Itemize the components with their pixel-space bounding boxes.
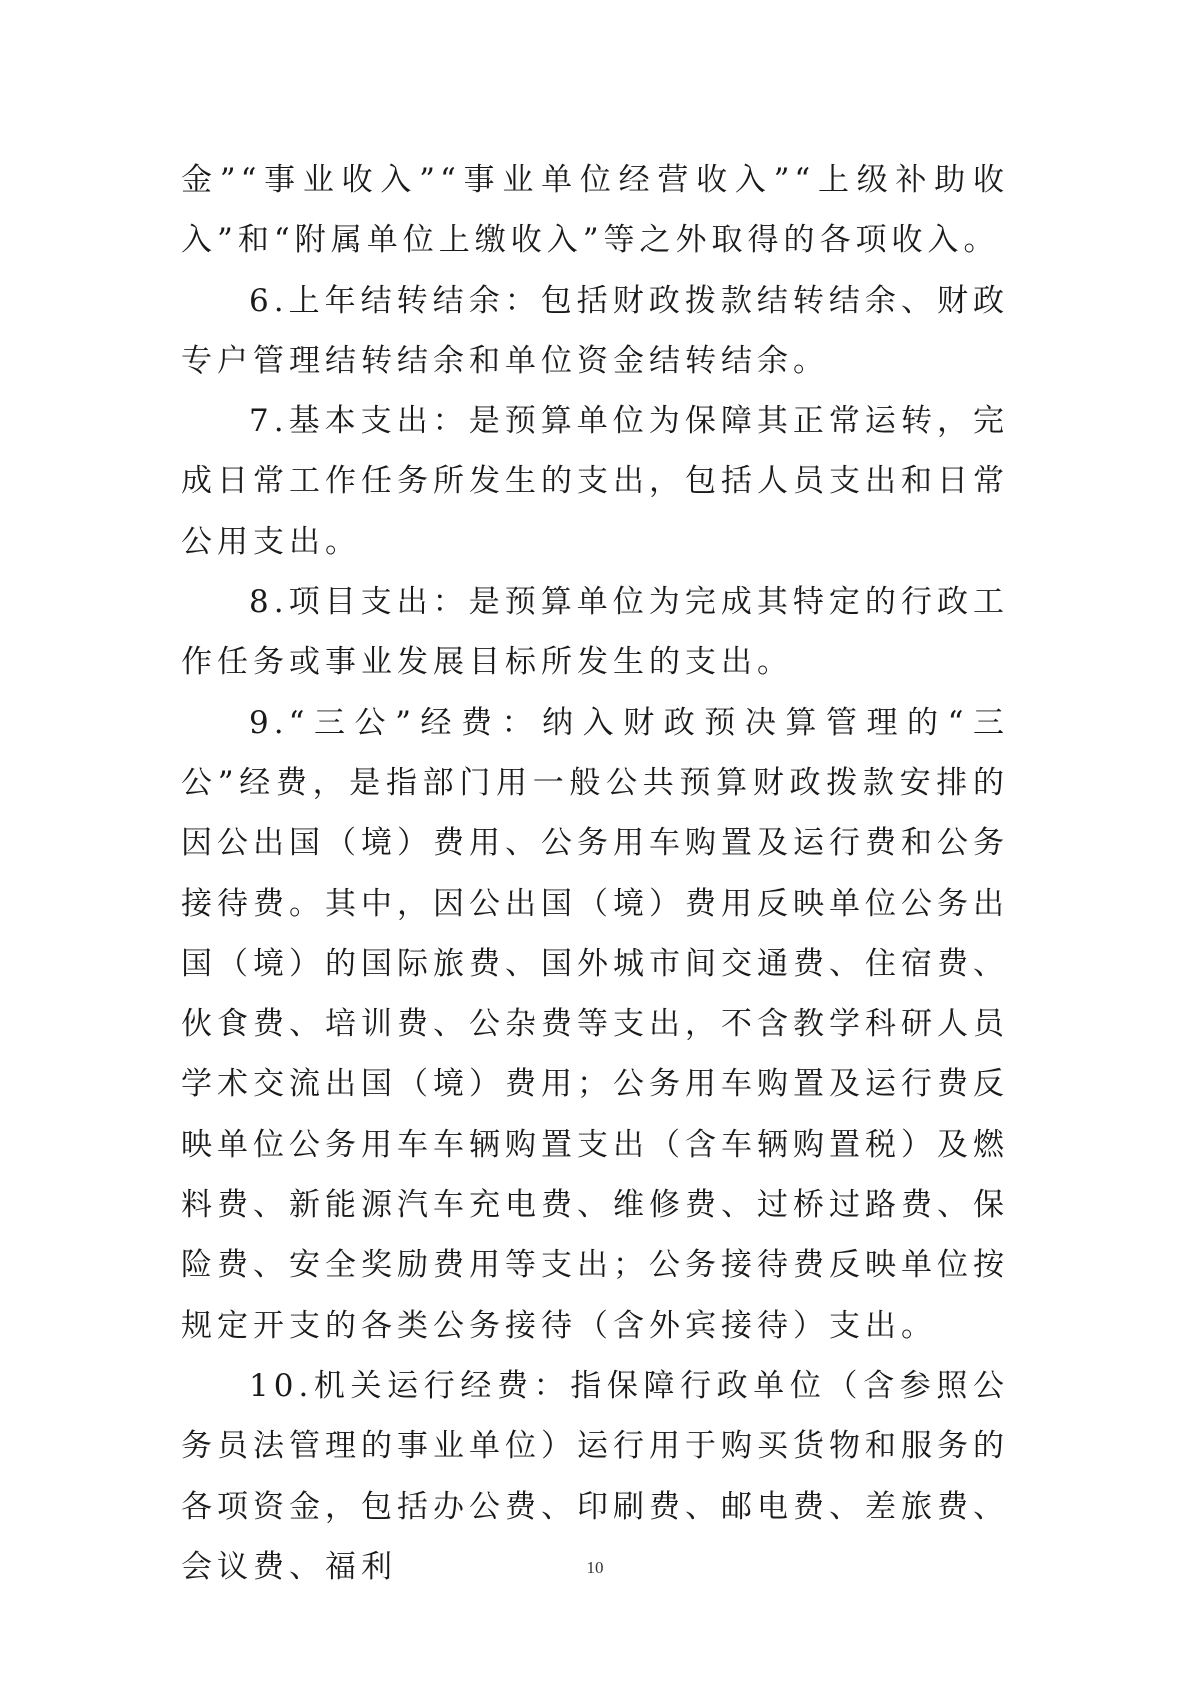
paragraph-continuation: 金”“事业收入”“事业单位经营收入”“上级补助收入”和“附属单位上缴收入”等之外取得的各项收入。	[181, 162, 1009, 259]
page-number: 10	[586, 1558, 604, 1577]
paragraph-item-10: 10.机关运行经费：指保障行政单位（含参照公务员法管理的事业单位）运行用于购买货物和服务的各项资金，包括办公费、印刷费、邮电费、差旅费、会议费、福利	[181, 1367, 1009, 1585]
paragraph-item-9: 9.“三公”经费：纳入财政预决算管理的“三公”经费，是指部门用一般公共预算财政拨款安排的因公出国（境）费用、公务用车购置及运行费和公务接待费。其中，因公出国（境）费用反映单位公务出国（境）的国际旅费、国外城市间交通费、住宿费、伙食费、培训费、公杂费等支出，不含教学科研人员学术交流出国（境）费用；公务用车购置及运行费反映单位公务用车车辆购置支出（含车辆购置税）及燃料费、新能源汽车充电费、维修费、过桥过路费、保险费、安全奖励费用等支出；公务接待费反映单位按规定开支的各类公务接待（含外宾接待）支出。	[181, 704, 1009, 1344]
paragraph-item-8: 8.项目支出：是预算单位为完成其特定的行政工作任务或事业发展目标所发生的支出。	[181, 584, 1009, 681]
body-text	[181, 150, 1009, 1597]
paragraph-item-6: 6.上年结转结余：包括财政拨款结转结余、财政专户管理结转结余和单位资金结转结余。	[181, 282, 1009, 379]
paragraph-item-7: 7.基本支出：是预算单位为保障其正常运转，完成日常工作任务所发生的支出，包括人员支出和日常公用支出。	[181, 403, 1009, 560]
